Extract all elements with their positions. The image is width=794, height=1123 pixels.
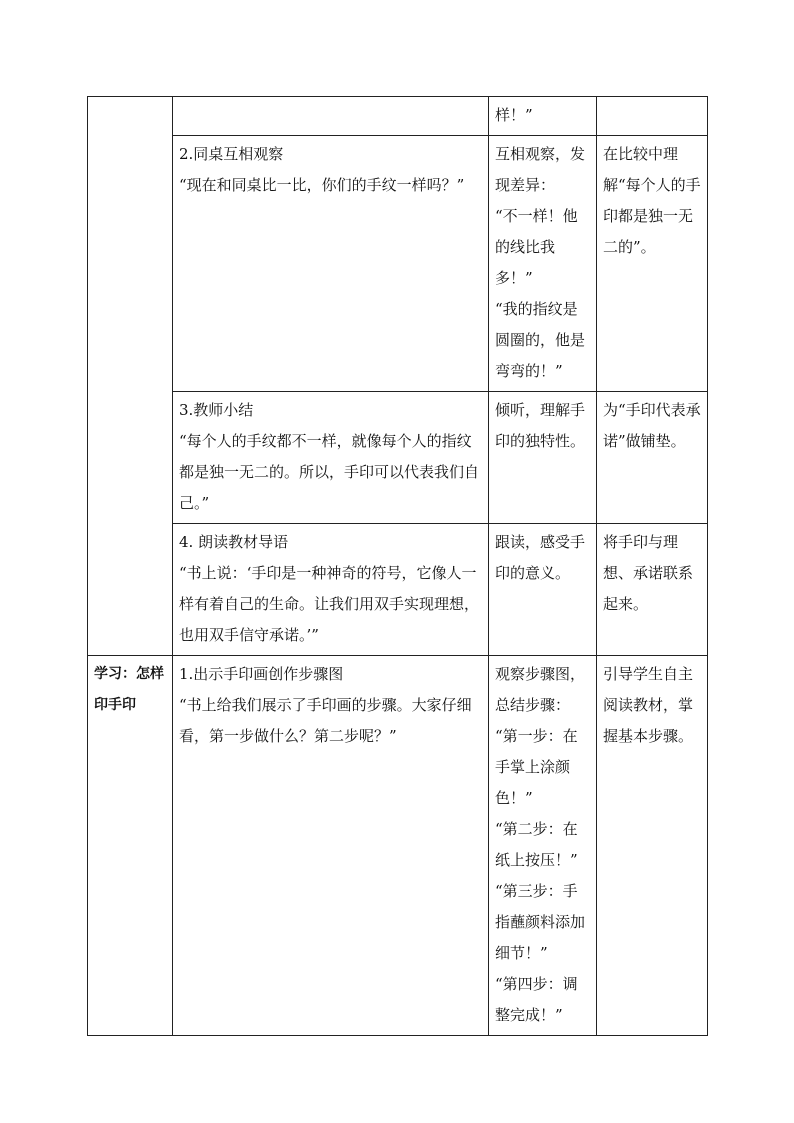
- student-activity-cell: [489, 656, 597, 1036]
- student-text: 观察步骤图，总结步骤：: [495, 665, 586, 714]
- teacher-step-title: 4. 朗读教材导语: [179, 533, 289, 551]
- teacher-activity-cell: [173, 656, 489, 1036]
- lesson-plan-table: [87, 96, 708, 1036]
- intent-text: 为“手印代表承诺”做铺垫。: [603, 401, 701, 450]
- stage-cell: [88, 656, 173, 1036]
- student-text: “我的指纹是圆圈的，他是弯弯的！”: [495, 300, 586, 380]
- table-row: [88, 524, 708, 656]
- design-intent-cell: [597, 524, 708, 656]
- teacher-speech: “书上给我们展示了手印画的步骤。大家仔细看，第一步做什么？第二步呢？”: [179, 696, 472, 745]
- student-text: “第四步：调整完成！”: [495, 975, 578, 1024]
- teacher-speech: “现在和同桌比一比，你们的手纹一样吗？”: [179, 176, 465, 194]
- teacher-activity-cell: [173, 524, 489, 656]
- stage-label: 学习：怎样印手印: [94, 666, 164, 713]
- student-text: 跟读，感受手印的意义。: [495, 533, 586, 582]
- table-row: [88, 656, 708, 1036]
- design-intent-cell: [597, 392, 708, 524]
- teacher-step-title: 1.出示手印画创作步骤图: [179, 665, 344, 683]
- student-activity-cell: [489, 524, 597, 656]
- teacher-speech: “书上说：‘手印是一种神奇的符号，它像人一样有着自己的生命。让我们用双手实现理想，也用双手信守承诺。’”: [179, 564, 480, 644]
- student-text: 倾听，理解手印的独特性。: [495, 401, 586, 450]
- table-row: [88, 97, 708, 136]
- student-text: “第一步：在手掌上涂颜色！”: [495, 727, 578, 807]
- design-intent-cell: [597, 136, 708, 392]
- student-text: “不一样！他的线比我多！”: [495, 207, 578, 287]
- table-row: [88, 392, 708, 524]
- intent-text: 将手印与理想、承诺联系起来。: [603, 533, 694, 613]
- stage-cell: [88, 97, 173, 656]
- design-intent-cell: [597, 97, 708, 136]
- student-text: 互相观察，发现差异：: [495, 145, 586, 194]
- student-text: 样！”: [495, 106, 533, 124]
- teacher-step-title: 3.教师小结: [179, 401, 254, 419]
- student-activity-cell: [489, 136, 597, 392]
- student-activity-cell: [489, 392, 597, 524]
- intent-text: 引导学生自主阅读教材，掌握基本步骤。: [603, 665, 694, 745]
- teacher-activity-cell: [173, 136, 489, 392]
- student-text: “第三步：手指蘸颜料添加细节！”: [495, 882, 586, 962]
- design-intent-cell: [597, 656, 708, 1036]
- student-activity-cell: [489, 97, 597, 136]
- teacher-activity-cell: [173, 392, 489, 524]
- student-text: “第二步：在纸上按压！”: [495, 820, 578, 869]
- teacher-speech: “每个人的手纹都不一样，就像每个人的指纹都是独一无二的。所以，手印可以代表我们自己。”: [179, 432, 480, 512]
- teacher-step-title: 2.同桌互相观察: [179, 145, 284, 163]
- intent-text: 在比较中理解“每个人的手印都是独一无二的”。: [603, 145, 701, 256]
- teacher-activity-cell: [173, 97, 489, 136]
- table-row: [88, 136, 708, 392]
